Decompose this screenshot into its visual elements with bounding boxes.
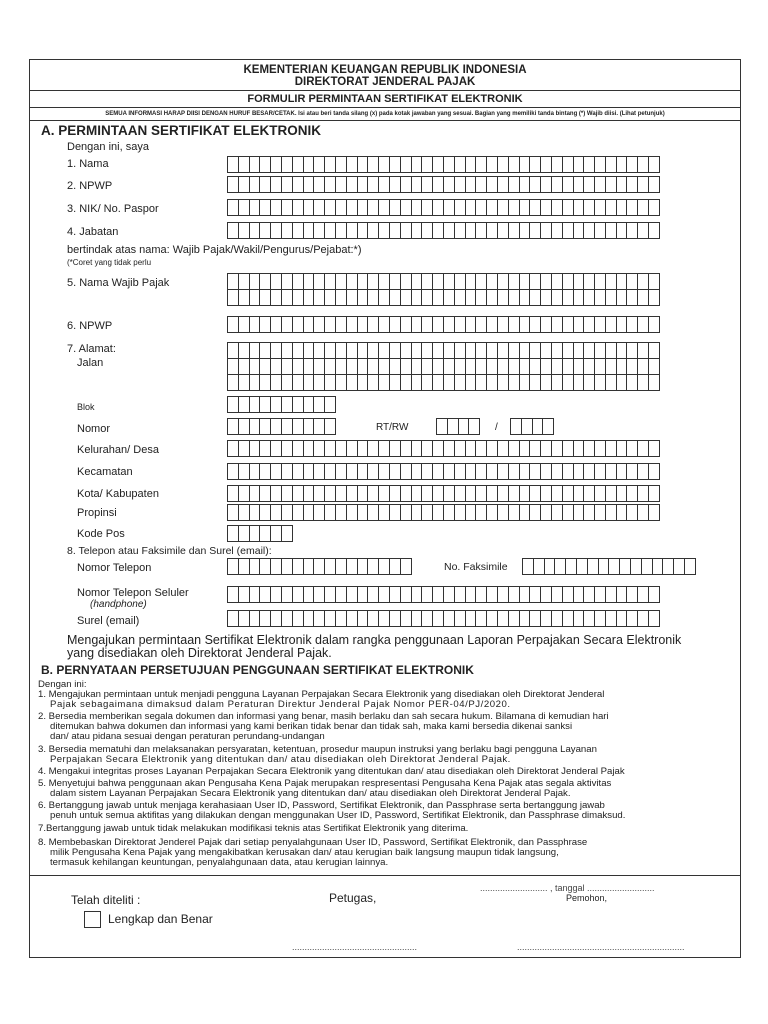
kodepos-label: Kode Pos — [77, 528, 125, 540]
statement-line: milik Pengusaha Kena Pajak yang mengakibatkan kerusakan dan/ atau kerugian baik langsung maupun tidak langsung, — [50, 847, 559, 858]
jalan-input-row1[interactable] — [227, 342, 659, 359]
form-page — [29, 59, 741, 958]
nik-input-boxes[interactable] — [227, 199, 659, 216]
surel-input-boxes[interactable] — [227, 610, 659, 627]
kecamatan-label: Kecamatan — [77, 466, 133, 478]
char-box[interactable] — [648, 610, 660, 627]
handphone-label: (handphone) — [90, 599, 147, 610]
kelurahan-label: Kelurahan/ Desa — [77, 444, 159, 456]
kota-label: Kota/ Kabupaten — [77, 488, 159, 500]
nomor-label: Nomor — [77, 423, 111, 435]
jabatan-label: 4. Jabatan — [67, 226, 119, 238]
statement-line: 3. Bersedia mematuhi dan melaksanakan persyaratan, ketentuan, prosedur maupun instruksi yang berlaku bagi pengguna Layanan — [38, 744, 597, 755]
nama-wp-input-row1[interactable] — [227, 273, 659, 290]
propinsi-label: Propinsi — [77, 507, 117, 519]
statement-line: 8. Membebaskan Direktorat Jenderel Pajak dari setiap penyalahgunaan User ID, Password, Sertifikat Elektronik, dan Passphrase — [38, 837, 588, 848]
char-box[interactable] — [281, 525, 293, 542]
statement-line: 4. Mengakui integritas proses Layanan Perpajakan Secara Elektronik yang ditentukan dan/ atau disediakan oleh Direktorat Jenderal Pajak — [38, 766, 625, 777]
pemohon-label: Pemohon, — [566, 893, 608, 903]
ministry-heading: KEMENTERIAN KEUANGAN REPUBLIK INDONESIA — [243, 64, 527, 76]
request-statement-line1: Mengajukan permintaan Sertifikat Elektronik dalam rangka penggunaan Laporan Perpajakan Secara Elektronik — [67, 633, 682, 647]
statement-line: 5. Menyetujui bahwa penggunaan akan Pengusaha Kena Pajak merupakan respresentasi Pengusaha Kena Pajak atas segala aktivitas — [38, 778, 612, 789]
char-box[interactable] — [468, 418, 480, 435]
statement-line: 7.Bertanggung jawab untuk tidak melakukan modifikasi teknis atas Sertifikat Elektronik yang diterima. — [38, 823, 469, 834]
char-box[interactable] — [648, 586, 660, 603]
propinsi-input-boxes[interactable] — [227, 504, 659, 521]
nomor-input-boxes[interactable] — [227, 418, 335, 435]
char-box[interactable] — [648, 358, 660, 375]
npwp2-label: 6. NPWP — [67, 320, 113, 332]
alamat-label: 7. Alamat: — [67, 343, 116, 355]
instruction-text: SEMUA INFORMASI HARAP DIISI DENGAN HURUF BESAR/CETAK. Isi atau beri tanda silang (x) pada kotak jawaban yang sesuai. Bagian yang memiliki tanda bintang (*) Wajib diisi. (Lihat petunjuk) — [105, 111, 665, 117]
char-box[interactable] — [648, 176, 660, 193]
nama-input-boxes[interactable] — [227, 156, 659, 173]
nik-label: 3. NIK/ No. Paspor — [67, 203, 159, 215]
statement-line: Pajak sebagaimana dimaksud dalam Peraturan Direktur Jenderal Pajak Nomor PER-04/PJ/2020. — [50, 699, 511, 710]
faksimile-input[interactable] — [522, 558, 695, 575]
footer-divider — [30, 875, 740, 876]
statement-line: dalam sistem Layanan Perpajakan Secara Elektronik yang ditentukan dan/ atau disediakan oleh Direktorat Jenderal Pajak. — [50, 788, 571, 799]
char-box[interactable] — [648, 440, 660, 457]
form-title: FORMULIR PERMINTAAN SERTIFIKAT ELEKTRONIK — [247, 93, 523, 105]
char-box[interactable] — [648, 222, 660, 239]
rt-input-boxes[interactable] — [436, 418, 479, 435]
jabatan-input-boxes[interactable] — [227, 222, 659, 239]
nama-wp-input-row2[interactable] — [227, 289, 659, 306]
char-box[interactable] — [648, 463, 660, 480]
char-box[interactable] — [648, 316, 660, 333]
jalan-input-row2[interactable] — [227, 358, 659, 375]
char-box[interactable] — [648, 504, 660, 521]
npwp-label: 2. NPWP — [67, 180, 113, 192]
nama-label: 1. Nama — [67, 158, 109, 170]
statement-line: 6. Bertanggung jawab untuk menjaga kerahasiaan User ID, Password, Sertifikat Elektronik, dan Passphrase serta bertanggung jawab — [38, 800, 605, 811]
statement-line: termasuk kehilangan keuntungan, penyalahgunaan data, atau kerugian lainnya. — [50, 857, 389, 868]
section-a-title: A. PERMINTAAN SERTIFIKAT ELEKTRONIK — [41, 123, 321, 138]
telepon-header: 8. Telepon atau Faksimile dan Surel (email): — [67, 545, 272, 557]
statement-line: Perpajakan Secara Elektronik yang ditentukan dan/ atau disediakan oleh Direktorat Jenderal Pajak. — [50, 754, 511, 765]
rtrw-slash: / — [495, 422, 498, 433]
section-b-title: B. PERNYATAAN PERSETUJUAN PENGGUNAAN SERTIFIKAT ELEKTRONIK — [41, 663, 474, 677]
char-box[interactable] — [324, 396, 336, 413]
seluler-input-boxes[interactable] — [227, 586, 659, 603]
char-box[interactable] — [648, 289, 660, 306]
statement-line: penuh untuk semua aktifitas yang dilakukan dengan menggunakan User ID, Password, Sertifikat Elektronik, dan Passphrase dimaksud. — [50, 810, 626, 821]
char-box[interactable] — [542, 418, 554, 435]
divider — [30, 90, 740, 91]
char-box[interactable] — [648, 485, 660, 502]
lengkap-checkbox[interactable] — [84, 911, 101, 928]
jalan-label: Jalan — [77, 357, 104, 369]
faksimile-label: No. Faksimile — [444, 561, 508, 573]
kecamatan-input-boxes[interactable] — [227, 463, 659, 480]
pemohon-signature-line[interactable]: ................................................................... — [517, 942, 685, 952]
blok-input-boxes[interactable] — [227, 396, 335, 413]
kota-input-boxes[interactable] — [227, 485, 659, 502]
char-box[interactable] — [400, 558, 412, 575]
char-box[interactable] — [648, 273, 660, 290]
blok-label: Blok — [77, 402, 95, 412]
statement-line: 2. Bersedia memberikan segala dokumen dan informasi yang benar, masih berlaku dan sah secara hukum. Bilamana di kemudian hari — [38, 711, 609, 722]
surel-label: Surel (email) — [77, 615, 140, 627]
rw-input-boxes[interactable] — [510, 418, 553, 435]
acting-label: bertindak atas nama: Wajib Pajak/Wakil/Pengurus/Pejabat:*) — [67, 244, 362, 256]
request-statement-line2: yang disediakan oleh Direktorat Jenderal Pajak. — [67, 646, 332, 660]
jalan-input-row3[interactable] — [227, 374, 659, 391]
seluler-label: Nomor Telepon Seluler — [77, 587, 189, 599]
telah-diteliti-label: Telah diteliti : — [71, 893, 141, 907]
char-box[interactable] — [648, 156, 660, 173]
nomor-telepon-input[interactable] — [227, 558, 411, 575]
char-box[interactable] — [648, 342, 660, 359]
divider — [30, 120, 740, 121]
char-box[interactable] — [324, 418, 336, 435]
rtrw-label: RT/RW — [376, 422, 409, 433]
statement-line: 1. Mengajukan permintaan untuk menjadi pengguna Layanan Perpajakan Secara Elektronik yang disediakan oleh Direktorat Jenderal — [38, 689, 605, 700]
char-box[interactable] — [684, 558, 696, 575]
char-box[interactable] — [648, 374, 660, 391]
lengkap-label: Lengkap dan Benar — [108, 912, 213, 926]
nomor-telepon-label: Nomor Telepon — [77, 562, 152, 574]
coret-note: (*Coret yang tidak perlu — [67, 258, 152, 267]
intro-text: Dengan ini, saya — [67, 141, 149, 153]
tanggal-line[interactable]: ........................... , tanggal ........................... — [480, 883, 655, 893]
statement-line: ditemukan bahwa dokumen dan informasi yang kami berikan tidak benar dan tidak sah, maka kami bersedia dikenai sanksi — [50, 721, 573, 732]
npwp2-input-boxes[interactable] — [227, 316, 659, 333]
kodepos-input-boxes[interactable] — [227, 525, 292, 542]
petugas-signature-line[interactable]: .................................................. — [292, 942, 418, 952]
section-b-intro: Dengan ini: — [38, 679, 87, 690]
char-box[interactable] — [648, 199, 660, 216]
kelurahan-input-boxes[interactable] — [227, 440, 659, 457]
npwp-input-boxes[interactable] — [227, 176, 659, 193]
directorate-heading: DIREKTORAT JENDERAL PAJAK — [294, 76, 476, 88]
nama-wp-label: 5. Nama Wajib Pajak — [67, 277, 170, 289]
petugas-label: Petugas, — [329, 891, 377, 905]
statement-line: dan/ atau pidana sesuai dengan peraturan perundang-undangan — [50, 731, 325, 742]
divider — [30, 107, 740, 108]
